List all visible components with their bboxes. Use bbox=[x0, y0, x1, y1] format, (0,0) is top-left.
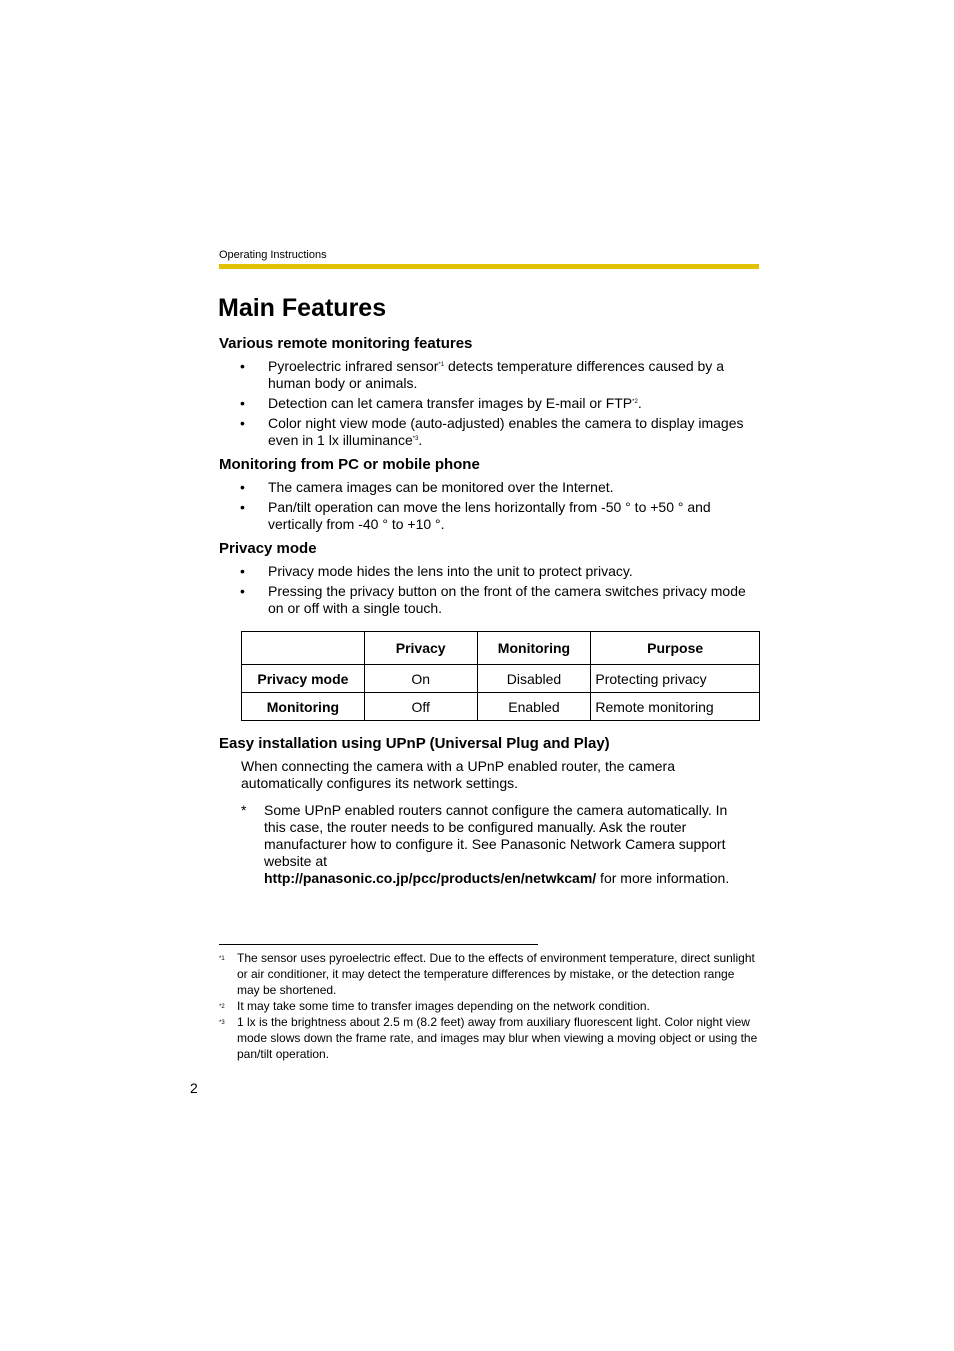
header-divider-bar bbox=[219, 264, 759, 269]
table-row-header: Privacy mode bbox=[242, 665, 365, 693]
note-after-text: for more information. bbox=[596, 870, 730, 886]
note-text: Some UPnP enabled routers cannot configure the camera automatically. In this case, the router needs to be configured manually. Ask the router manufacturer how to configure it. See Panasonic Network Camera support website at bbox=[264, 802, 728, 869]
section-heading-upnp: Easy installation using UPnP (Universal Plug and Play) bbox=[219, 735, 610, 752]
list-item: • Pressing the privacy button on the front of the camera switches privacy mode on or off with a single touch. bbox=[240, 583, 746, 616]
section-heading-privacy-mode: Privacy mode bbox=[219, 540, 317, 557]
list-item: • The camera images can be monitored over the Internet. bbox=[240, 479, 614, 495]
table-row bbox=[242, 665, 760, 693]
footnote-divider bbox=[219, 944, 538, 945]
list-item: • Detection can let camera transfer images by E-mail or FTP$^{*2}$. bbox=[240, 395, 642, 411]
table-header-row bbox=[242, 632, 760, 665]
table-header-cell: Purpose bbox=[591, 632, 760, 665]
table-cell: Remote monitoring bbox=[591, 693, 760, 721]
upnp-note bbox=[241, 802, 751, 887]
table-header-cell: Privacy bbox=[364, 632, 477, 665]
bullet-list-remote-monitoring bbox=[240, 358, 760, 452]
table-cell: Disabled bbox=[477, 665, 591, 693]
table-header-cell: Monitoring bbox=[477, 632, 591, 665]
page-title: Main Features bbox=[218, 294, 387, 322]
section-heading-pc-mobile: Monitoring from PC or mobile phone bbox=[219, 456, 480, 473]
note-asterisk: * bbox=[241, 802, 247, 818]
bullet-list-privacy-mode bbox=[240, 563, 760, 620]
bullet-list-pc-mobile bbox=[240, 479, 760, 536]
footnote-item: *2 It may take some time to transfer images depending on the network condition. bbox=[219, 999, 650, 1013]
footnote-item: *3 1 lx is the brightness about 2.5 m (8.2 feet) away from auxiliary fluorescent light. Color night view mode slows down the frame rate, and images may blur when viewing a moving object or using the pan/tilt operation. bbox=[219, 1015, 758, 1061]
list-item: • Privacy mode hides the lens into the unit to protect privacy. bbox=[240, 563, 633, 579]
footnote-item: *1 The sensor uses pyroelectric effect. Due to the effects of environment temperature, direct sunlight or air conditioner, it may detect the temperature differences by mistake, or the detection range may be shortened. bbox=[219, 951, 755, 997]
table-header-cell bbox=[242, 632, 365, 665]
table-row bbox=[242, 693, 760, 721]
table-cell: Protecting privacy bbox=[591, 665, 760, 693]
list-item: • Pyroelectric infrared sensor$^{*1}$ detects temperature differences caused by a human body or animals. bbox=[240, 358, 724, 391]
list-item: • Pan/tilt operation can move the lens horizontally from -50 ° to +50 ° and vertically from -40 ° to +10 °. bbox=[240, 499, 711, 532]
list-item: • Color night view mode (auto-adjusted) enables the camera to display images even in 1 lx illuminance$^{*3}$. bbox=[240, 415, 744, 448]
table-cell: Enabled bbox=[477, 693, 591, 721]
section-heading-remote-monitoring: Various remote monitoring features bbox=[219, 335, 473, 352]
table-row-header: Monitoring bbox=[242, 693, 365, 721]
upnp-paragraph: When connecting the camera with a UPnP enabled router, the camera automatically configures its network settings. bbox=[241, 758, 675, 791]
privacy-monitoring-table bbox=[241, 631, 760, 721]
support-website-link[interactable]: http://panasonic.co.jp/pcc/products/en/netwkcam/ bbox=[264, 870, 597, 886]
header-label: Operating Instructions bbox=[219, 249, 327, 261]
page-number: 2 bbox=[190, 1080, 198, 1096]
footnotes bbox=[219, 950, 759, 1062]
table-cell: Off bbox=[364, 693, 477, 721]
table-cell: On bbox=[364, 665, 477, 693]
